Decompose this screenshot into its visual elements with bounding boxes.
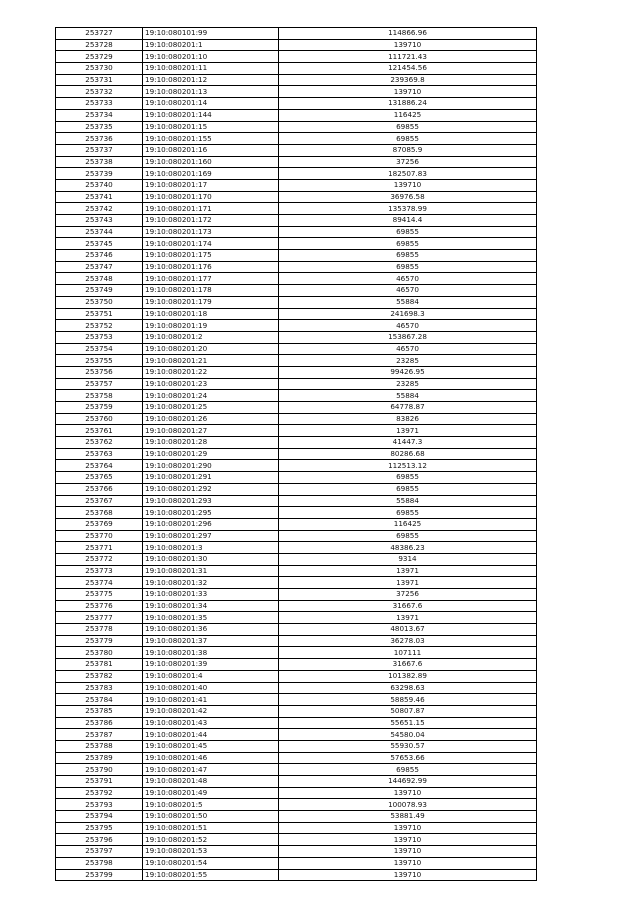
table-row xyxy=(56,63,537,75)
amount-cell: 37256 xyxy=(279,156,537,168)
cadastral-number-cell: 19:10:080201:160 xyxy=(143,156,279,168)
table-row xyxy=(56,355,537,367)
record-id-cell: 253747 xyxy=(56,261,143,273)
amount-cell: 116425 xyxy=(279,109,537,121)
amount-cell: 69855 xyxy=(279,133,537,145)
cadastral-number-cell: 19:10:080201:47 xyxy=(143,764,279,776)
record-id-cell: 253745 xyxy=(56,238,143,250)
table-row xyxy=(56,215,537,227)
amount-cell: 139710 xyxy=(279,857,537,869)
table-row xyxy=(56,390,537,402)
amount-cell: 69855 xyxy=(279,483,537,495)
table-row xyxy=(56,799,537,811)
amount-cell: 46570 xyxy=(279,320,537,332)
record-id-cell: 253727 xyxy=(56,28,143,40)
record-id-cell: 253769 xyxy=(56,518,143,530)
record-id-cell: 253765 xyxy=(56,472,143,484)
cadastral-number-cell: 19:10:080201:174 xyxy=(143,238,279,250)
record-id-cell: 253792 xyxy=(56,787,143,799)
cadastral-number-cell: 19:10:080201:297 xyxy=(143,530,279,542)
record-id-cell: 253790 xyxy=(56,764,143,776)
table-row xyxy=(56,776,537,788)
cadastral-number-cell: 19:10:080201:39 xyxy=(143,659,279,671)
amount-cell: 100078.93 xyxy=(279,799,537,811)
table-row xyxy=(56,121,537,133)
table-row xyxy=(56,51,537,63)
amount-cell: 53881.49 xyxy=(279,811,537,823)
amount-cell: 153867.28 xyxy=(279,331,537,343)
table-row xyxy=(56,168,537,180)
cadastral-number-cell: 19:10:080201:43 xyxy=(143,717,279,729)
cadastral-number-cell: 19:10:080201:296 xyxy=(143,518,279,530)
amount-cell: 58859.46 xyxy=(279,694,537,706)
amount-cell: 36976.58 xyxy=(279,191,537,203)
table-row xyxy=(56,694,537,706)
table-row xyxy=(56,203,537,215)
table-row xyxy=(56,740,537,752)
table-row xyxy=(56,179,537,191)
record-id-cell: 253785 xyxy=(56,705,143,717)
record-id-cell: 253751 xyxy=(56,308,143,320)
record-id-cell: 253749 xyxy=(56,285,143,297)
record-id-cell: 253777 xyxy=(56,612,143,624)
record-id-cell: 253788 xyxy=(56,740,143,752)
table-row xyxy=(56,495,537,507)
record-id-cell: 253763 xyxy=(56,448,143,460)
amount-cell: 139710 xyxy=(279,846,537,858)
cadastral-number-cell: 19:10:080201:28 xyxy=(143,437,279,449)
table-row xyxy=(56,705,537,717)
amount-cell: 57653.66 xyxy=(279,752,537,764)
amount-cell: 135378.99 xyxy=(279,203,537,215)
record-id-cell: 253782 xyxy=(56,670,143,682)
amount-cell: 101382.89 xyxy=(279,670,537,682)
cadastral-number-cell: 19:10:080201:4 xyxy=(143,670,279,682)
cadastral-number-cell: 19:10:080201:171 xyxy=(143,203,279,215)
cadastral-number-cell: 19:10:080201:17 xyxy=(143,179,279,191)
record-id-cell: 253732 xyxy=(56,86,143,98)
cadastral-number-cell: 19:10:080201:54 xyxy=(143,857,279,869)
amount-cell: 114866.96 xyxy=(279,28,537,40)
cadastral-number-cell: 19:10:080201:23 xyxy=(143,378,279,390)
cadastral-number-cell: 19:10:080201:18 xyxy=(143,308,279,320)
table-row xyxy=(56,448,537,460)
cadastral-number-cell: 19:10:080201:37 xyxy=(143,635,279,647)
table-row xyxy=(56,378,537,390)
amount-cell: 46570 xyxy=(279,343,537,355)
table-row xyxy=(56,822,537,834)
amount-cell: 80286.68 xyxy=(279,448,537,460)
table-row xyxy=(56,612,537,624)
table-row xyxy=(56,635,537,647)
cadastral-number-cell: 19:10:080201:49 xyxy=(143,787,279,799)
amount-cell: 48013.67 xyxy=(279,624,537,636)
amount-cell: 13971 xyxy=(279,425,537,437)
cadastral-number-cell: 19:10:080201:290 xyxy=(143,460,279,472)
cadastral-number-cell: 19:10:080201:50 xyxy=(143,811,279,823)
cadastral-number-cell: 19:10:080201:10 xyxy=(143,51,279,63)
cadastral-number-cell: 19:10:080201:179 xyxy=(143,296,279,308)
amount-cell: 41447.3 xyxy=(279,437,537,449)
amount-cell: 139710 xyxy=(279,179,537,191)
cadastral-number-cell: 19:10:080201:55 xyxy=(143,869,279,881)
amount-cell: 139710 xyxy=(279,834,537,846)
cadastral-number-cell: 19:10:080201:25 xyxy=(143,402,279,414)
amount-cell: 69855 xyxy=(279,530,537,542)
record-id-cell: 253793 xyxy=(56,799,143,811)
cadastral-number-cell: 19:10:080201:13 xyxy=(143,86,279,98)
table-row xyxy=(56,483,537,495)
amount-cell: 144692.99 xyxy=(279,776,537,788)
table-row xyxy=(56,717,537,729)
record-id-cell: 253770 xyxy=(56,530,143,542)
table-body xyxy=(56,28,537,881)
amount-cell: 131886.24 xyxy=(279,98,537,110)
record-id-cell: 253744 xyxy=(56,226,143,238)
table-row xyxy=(56,624,537,636)
cadastral-number-cell: 19:10:080201:170 xyxy=(143,191,279,203)
table-row xyxy=(56,425,537,437)
amount-cell: 46570 xyxy=(279,273,537,285)
amount-cell: 23285 xyxy=(279,355,537,367)
cadastral-number-cell: 19:10:080201:144 xyxy=(143,109,279,121)
cadastral-number-cell: 19:10:080201:2 xyxy=(143,331,279,343)
amount-cell: 139710 xyxy=(279,787,537,799)
table-row xyxy=(56,285,537,297)
record-id-cell: 253791 xyxy=(56,776,143,788)
cadastral-number-cell: 19:10:080201:30 xyxy=(143,553,279,565)
table-row xyxy=(56,553,537,565)
table-row xyxy=(56,133,537,145)
record-id-cell: 253768 xyxy=(56,507,143,519)
table-row xyxy=(56,308,537,320)
amount-cell: 46570 xyxy=(279,285,537,297)
amount-cell: 69855 xyxy=(279,507,537,519)
table-row xyxy=(56,98,537,110)
cadastral-number-cell: 19:10:080201:178 xyxy=(143,285,279,297)
table-row xyxy=(56,402,537,414)
record-id-cell: 253767 xyxy=(56,495,143,507)
record-id-cell: 253754 xyxy=(56,343,143,355)
cadastral-number-cell: 19:10:080201:48 xyxy=(143,776,279,788)
record-id-cell: 253762 xyxy=(56,437,143,449)
cadastral-number-cell: 19:10:080201:41 xyxy=(143,694,279,706)
table-row xyxy=(56,659,537,671)
table-row xyxy=(56,764,537,776)
amount-cell: 13971 xyxy=(279,577,537,589)
record-id-cell: 253766 xyxy=(56,483,143,495)
cadastral-number-cell: 19:10:080201:12 xyxy=(143,74,279,86)
cadastral-number-cell: 19:10:080201:34 xyxy=(143,600,279,612)
record-id-cell: 253748 xyxy=(56,273,143,285)
record-id-cell: 253756 xyxy=(56,366,143,378)
cadastral-number-cell: 19:10:080201:44 xyxy=(143,729,279,741)
record-id-cell: 253741 xyxy=(56,191,143,203)
table-row xyxy=(56,437,537,449)
table-row xyxy=(56,226,537,238)
amount-cell: 63298.63 xyxy=(279,682,537,694)
record-id-cell: 253731 xyxy=(56,74,143,86)
amount-cell: 69855 xyxy=(279,226,537,238)
cadastral-number-cell: 19:10:080201:293 xyxy=(143,495,279,507)
record-id-cell: 253776 xyxy=(56,600,143,612)
record-id-cell: 253743 xyxy=(56,215,143,227)
cadastral-number-cell: 19:10:080201:42 xyxy=(143,705,279,717)
record-id-cell: 253738 xyxy=(56,156,143,168)
record-id-cell: 253783 xyxy=(56,682,143,694)
table-row xyxy=(56,343,537,355)
table-row xyxy=(56,109,537,121)
record-id-cell: 253773 xyxy=(56,565,143,577)
cadastral-number-cell: 19:10:080201:53 xyxy=(143,846,279,858)
cadastral-number-cell: 19:10:080201:19 xyxy=(143,320,279,332)
record-id-cell: 253778 xyxy=(56,624,143,636)
cadastral-number-cell: 19:10:080101:99 xyxy=(143,28,279,40)
amount-cell: 139710 xyxy=(279,86,537,98)
table-row xyxy=(56,331,537,343)
cadastral-number-cell: 19:10:080201:22 xyxy=(143,366,279,378)
cadastral-number-cell: 19:10:080201:46 xyxy=(143,752,279,764)
record-id-cell: 253780 xyxy=(56,647,143,659)
amount-cell: 83826 xyxy=(279,413,537,425)
amount-cell: 37256 xyxy=(279,589,537,601)
record-id-cell: 253781 xyxy=(56,659,143,671)
amount-cell: 69855 xyxy=(279,472,537,484)
record-id-cell: 253779 xyxy=(56,635,143,647)
record-id-cell: 253740 xyxy=(56,179,143,191)
record-id-cell: 253761 xyxy=(56,425,143,437)
record-id-cell: 253772 xyxy=(56,553,143,565)
amount-cell: 54580.04 xyxy=(279,729,537,741)
cadastral-number-cell: 19:10:080201:16 xyxy=(143,144,279,156)
cadastral-number-cell: 19:10:080201:21 xyxy=(143,355,279,367)
record-id-cell: 253752 xyxy=(56,320,143,332)
amount-cell: 9314 xyxy=(279,553,537,565)
cadastral-number-cell: 19:10:080201:38 xyxy=(143,647,279,659)
cadastral-number-cell: 19:10:080201:33 xyxy=(143,589,279,601)
table-row xyxy=(56,589,537,601)
amount-cell: 139710 xyxy=(279,39,537,51)
table-row xyxy=(56,156,537,168)
record-id-cell: 253750 xyxy=(56,296,143,308)
amount-cell: 31667.6 xyxy=(279,659,537,671)
record-id-cell: 253742 xyxy=(56,203,143,215)
table-row xyxy=(56,28,537,40)
table-row xyxy=(56,74,537,86)
table-row xyxy=(56,366,537,378)
table-row xyxy=(56,729,537,741)
record-id-cell: 253758 xyxy=(56,390,143,402)
table-row xyxy=(56,507,537,519)
record-id-cell: 253775 xyxy=(56,589,143,601)
amount-cell: 241698.3 xyxy=(279,308,537,320)
cadastral-number-cell: 19:10:080201:45 xyxy=(143,740,279,752)
table-row xyxy=(56,413,537,425)
record-id-cell: 253794 xyxy=(56,811,143,823)
table-row xyxy=(56,787,537,799)
amount-cell: 69855 xyxy=(279,250,537,262)
record-id-cell: 253735 xyxy=(56,121,143,133)
cadastral-number-cell: 19:10:080201:32 xyxy=(143,577,279,589)
amount-cell: 69855 xyxy=(279,121,537,133)
cadastral-number-cell: 19:10:080201:295 xyxy=(143,507,279,519)
table-row xyxy=(56,834,537,846)
table-row xyxy=(56,261,537,273)
record-id-cell: 253736 xyxy=(56,133,143,145)
record-id-cell: 253797 xyxy=(56,846,143,858)
record-id-cell: 253734 xyxy=(56,109,143,121)
amount-cell: 116425 xyxy=(279,518,537,530)
amount-cell: 99426.95 xyxy=(279,366,537,378)
table-row xyxy=(56,250,537,262)
record-id-cell: 253755 xyxy=(56,355,143,367)
record-id-cell: 253729 xyxy=(56,51,143,63)
amount-cell: 139710 xyxy=(279,822,537,834)
amount-cell: 112513.12 xyxy=(279,460,537,472)
table-row xyxy=(56,191,537,203)
table-row xyxy=(56,869,537,881)
amount-cell: 107111 xyxy=(279,647,537,659)
record-id-cell: 253757 xyxy=(56,378,143,390)
table-row xyxy=(56,857,537,869)
amount-cell: 23285 xyxy=(279,378,537,390)
table-row xyxy=(56,752,537,764)
cadastral-number-cell: 19:10:080201:20 xyxy=(143,343,279,355)
amount-cell: 239369.8 xyxy=(279,74,537,86)
record-id-cell: 253746 xyxy=(56,250,143,262)
cadastral-number-cell: 19:10:080201:35 xyxy=(143,612,279,624)
cadastral-number-cell: 19:10:080201:169 xyxy=(143,168,279,180)
amount-cell: 50807.87 xyxy=(279,705,537,717)
cadastral-number-cell: 19:10:080201:27 xyxy=(143,425,279,437)
table-row xyxy=(56,144,537,156)
amount-cell: 111721.43 xyxy=(279,51,537,63)
cadastral-number-cell: 19:10:080201:14 xyxy=(143,98,279,110)
record-id-cell: 253799 xyxy=(56,869,143,881)
table-row xyxy=(56,86,537,98)
amount-cell: 89414.4 xyxy=(279,215,537,227)
table-row xyxy=(56,320,537,332)
table-row xyxy=(56,296,537,308)
cadastral-number-cell: 19:10:080201:51 xyxy=(143,822,279,834)
amount-cell: 13971 xyxy=(279,565,537,577)
table-row xyxy=(56,460,537,472)
amount-cell: 48386.23 xyxy=(279,542,537,554)
table-row xyxy=(56,238,537,250)
cadastral-number-cell: 19:10:080201:26 xyxy=(143,413,279,425)
amount-cell: 13971 xyxy=(279,612,537,624)
amount-cell: 64778.87 xyxy=(279,402,537,414)
amount-cell: 55930.57 xyxy=(279,740,537,752)
record-id-cell: 253786 xyxy=(56,717,143,729)
amount-cell: 69855 xyxy=(279,764,537,776)
cadastral-number-cell: 19:10:080201:52 xyxy=(143,834,279,846)
record-id-cell: 253753 xyxy=(56,331,143,343)
table-row xyxy=(56,846,537,858)
amount-cell: 36278.03 xyxy=(279,635,537,647)
amount-cell: 55884 xyxy=(279,390,537,402)
amount-cell: 55884 xyxy=(279,296,537,308)
record-id-cell: 253759 xyxy=(56,402,143,414)
cadastral-number-cell: 19:10:080201:15 xyxy=(143,121,279,133)
record-id-cell: 253730 xyxy=(56,63,143,75)
table-row xyxy=(56,600,537,612)
cadastral-number-cell: 19:10:080201:175 xyxy=(143,250,279,262)
amount-cell: 182507.83 xyxy=(279,168,537,180)
table-row xyxy=(56,577,537,589)
cadastral-number-cell: 19:10:080201:173 xyxy=(143,226,279,238)
table-row xyxy=(56,39,537,51)
amount-cell: 55884 xyxy=(279,495,537,507)
cadastral-number-cell: 19:10:080201:291 xyxy=(143,472,279,484)
table-row xyxy=(56,530,537,542)
cadastral-number-cell: 19:10:080201:292 xyxy=(143,483,279,495)
cadastral-number-cell: 19:10:080201:36 xyxy=(143,624,279,636)
table-row xyxy=(56,518,537,530)
record-id-cell: 253764 xyxy=(56,460,143,472)
amount-cell: 87085.9 xyxy=(279,144,537,156)
table-row xyxy=(56,472,537,484)
cadastral-number-cell: 19:10:080201:3 xyxy=(143,542,279,554)
amount-cell: 31667.6 xyxy=(279,600,537,612)
cadastral-number-cell: 19:10:080201:172 xyxy=(143,215,279,227)
record-id-cell: 253787 xyxy=(56,729,143,741)
cadastral-number-cell: 19:10:080201:29 xyxy=(143,448,279,460)
record-id-cell: 253789 xyxy=(56,752,143,764)
record-id-cell: 253796 xyxy=(56,834,143,846)
table-row xyxy=(56,682,537,694)
record-id-cell: 253760 xyxy=(56,413,143,425)
cadastral-number-cell: 19:10:080201:5 xyxy=(143,799,279,811)
cadastral-number-cell: 19:10:080201:177 xyxy=(143,273,279,285)
amount-cell: 55651.15 xyxy=(279,717,537,729)
cadastral-number-cell: 19:10:080201:176 xyxy=(143,261,279,273)
data-table xyxy=(55,27,537,881)
record-id-cell: 253774 xyxy=(56,577,143,589)
table-row xyxy=(56,542,537,554)
amount-cell: 139710 xyxy=(279,869,537,881)
record-id-cell: 253771 xyxy=(56,542,143,554)
cadastral-number-cell: 19:10:080201:155 xyxy=(143,133,279,145)
cadastral-number-cell: 19:10:080201:24 xyxy=(143,390,279,402)
cadastral-number-cell: 19:10:080201:1 xyxy=(143,39,279,51)
cadastral-number-cell: 19:10:080201:11 xyxy=(143,63,279,75)
record-id-cell: 253798 xyxy=(56,857,143,869)
record-id-cell: 253737 xyxy=(56,144,143,156)
table-row xyxy=(56,670,537,682)
table-row xyxy=(56,647,537,659)
table-row xyxy=(56,565,537,577)
amount-cell: 69855 xyxy=(279,261,537,273)
record-id-cell: 253728 xyxy=(56,39,143,51)
table-row xyxy=(56,273,537,285)
record-id-cell: 253739 xyxy=(56,168,143,180)
amount-cell: 121454.56 xyxy=(279,63,537,75)
record-id-cell: 253784 xyxy=(56,694,143,706)
record-id-cell: 253733 xyxy=(56,98,143,110)
cadastral-number-cell: 19:10:080201:31 xyxy=(143,565,279,577)
cadastral-number-cell: 19:10:080201:40 xyxy=(143,682,279,694)
table-row xyxy=(56,811,537,823)
amount-cell: 69855 xyxy=(279,238,537,250)
record-id-cell: 253795 xyxy=(56,822,143,834)
